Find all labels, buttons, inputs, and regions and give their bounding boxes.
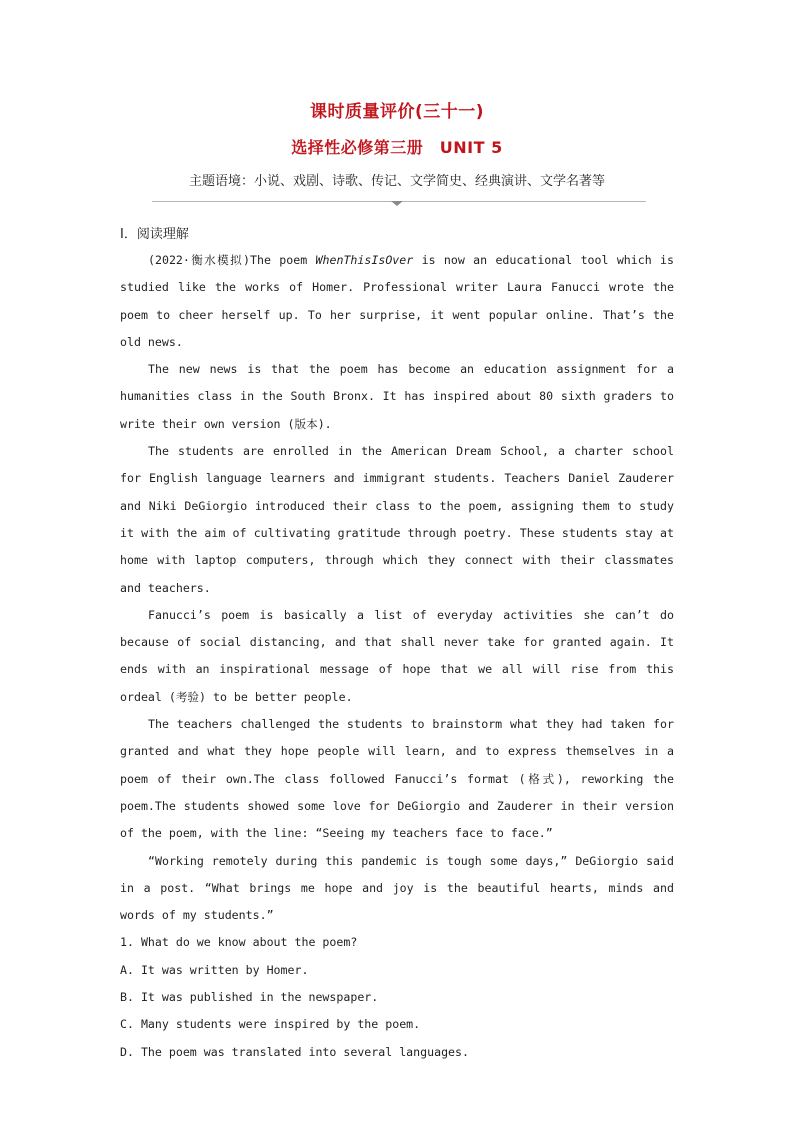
option-b: B. It was published in the newspaper.	[120, 990, 379, 1005]
passage-body	[120, 247, 674, 1066]
option-a: A. It was written by Homer.	[120, 962, 309, 977]
poem-title: WhenThisIsOver	[315, 253, 414, 267]
option-c: C. Many students were inspired by the poem.	[120, 1017, 421, 1032]
page-title: 课时质量评价(三十一)	[309, 102, 485, 122]
question-stem: 1. What do we know about the poem?	[120, 935, 358, 950]
paragraph-4: Fanucci’s poem is basically a list of everyday activities she can’t do because of social distancing, and that shall never take for granted again. It ends with an inspirational message of hope that we all will rise from this ordeal (考验) to be better people.	[120, 607, 674, 704]
paragraph-1	[120, 247, 674, 356]
topic-line: 主题语境：小说、戏剧、诗歌、传记、文学简史、经典演讲、文学名著等	[188, 174, 605, 189]
paragraph-5: The teachers challenged the students to brainstorm what they had taken for granted and what they hope people will learn, and to express themselves in a poem of their own.The class followed Fanucci’s format (格式), reworking the poem.The students showed some love for DeGiorgio and Zauderer in their version of the poem, with the line: “Seeing my teachers face to face.”	[120, 717, 674, 841]
divider-triangle-icon	[391, 201, 403, 206]
paragraph-3: The students are enrolled in the American Dream School, a charter school for English language learners and immigrant students. Teachers Daniel Zauderer and Niki DeGiorgio introduced their class to the poem, assigning them to study it with the aim of cultivating gratitude through poetry. These students stay at home with laptop computers, through which they connect with their classmates and teachers.	[120, 444, 674, 595]
option-d: D. The poem was translated into several languages.	[120, 1044, 470, 1059]
paragraph-1-rest: is now an educational tool which is studied like the works of Homer. Professional writer Laura Fanucci wrote the poem to cheer herself up. To her surprise, it went popular online. That’s the old news.	[120, 253, 675, 349]
page-subtitle: 选择性必修第三册 UNIT 5	[291, 138, 503, 157]
paragraph-1-prefix: (2022·衡水模拟)The poem	[148, 253, 316, 267]
section-heading: Ⅰ．阅读理解	[120, 227, 189, 242]
paragraph-6: “Working remotely during this pandemic is tough some days,” DeGiorgio said in a post. “What brings me hope and joy is the beautiful hearts, minds and words of my students.”	[120, 853, 674, 923]
paragraph-2: The new news is that the poem has become an education assignment for a humanities class in the South Bronx. It has inspired about 80 sixth graders to write their own version (版本).	[120, 362, 674, 431]
